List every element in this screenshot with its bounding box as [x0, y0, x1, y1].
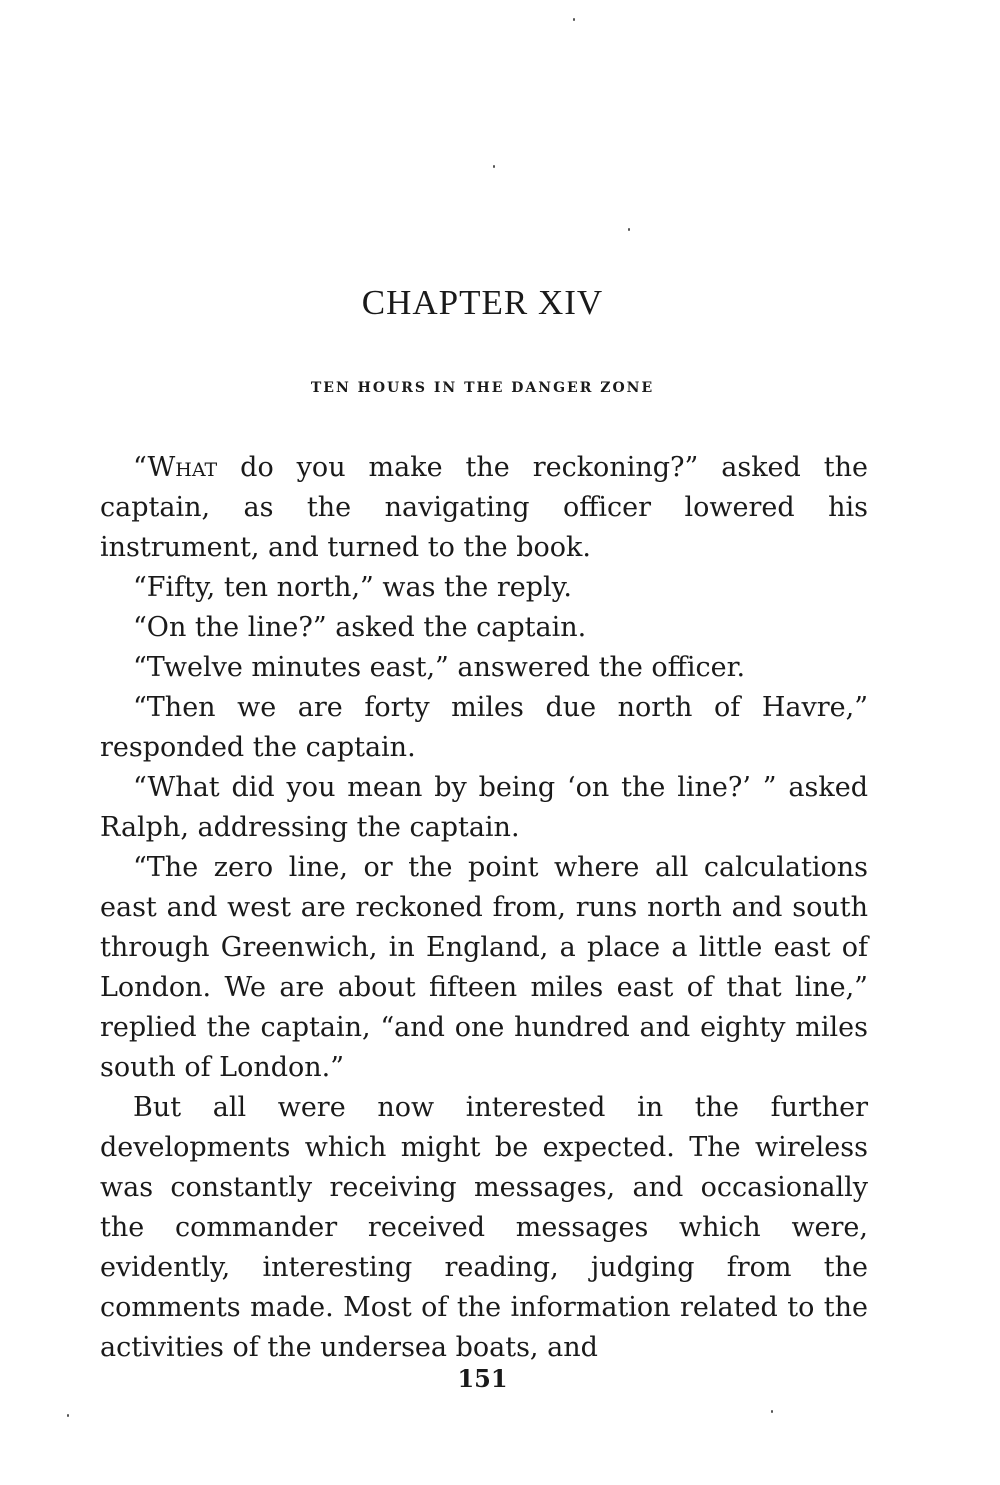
- paragraph: “The zero line, or the point where all calculations east and west are reckoned from, runs north and south through Greenwich, in England, a place a little east of London. We are about fifteen miles east of that line,” replied the captain, “and one hundred and eighty miles south of London.”: [100, 852, 868, 1083]
- paragraph: “Then we are forty miles due north of Havre,” responded the captain.: [100, 692, 868, 763]
- print-speck: [628, 228, 630, 231]
- paragraph-text: do you make the reckoning?” asked the captain, as the navigating officer lowered his instrument, and turned to the book.: [100, 452, 868, 563]
- paragraph: [100, 448, 868, 568]
- print-speck: [573, 18, 575, 21]
- paragraph-lead: “What: [133, 452, 218, 483]
- body-text: [100, 448, 868, 1368]
- paragraph: “Twelve minutes east,” answered the officer.: [133, 652, 746, 683]
- paragraph: “Fifty, ten north,” was the reply.: [133, 572, 572, 603]
- paragraph: “What did you mean by being ‘on the line?’ ” asked Ralph, addressing the captain.: [100, 772, 868, 843]
- chapter-title: CHAPTER XIV: [361, 283, 604, 322]
- print-speck: [493, 165, 495, 168]
- paragraph: But all were now interested in the further developments which might be expected. The wireless was constantly receiving messages, and occasionally the commander received messages which were, evidently, interesting reading, judging from the comments made. Most of the information related to the activities of the undersea boats, and: [100, 1092, 868, 1363]
- paragraph: “On the line?” asked the captain.: [133, 612, 587, 643]
- chapter-subtitle: TEN HOURS IN THE DANGER ZONE: [310, 380, 655, 396]
- page-number: 151: [457, 1364, 508, 1393]
- print-speck: [771, 1410, 773, 1413]
- print-speck: [67, 1414, 69, 1417]
